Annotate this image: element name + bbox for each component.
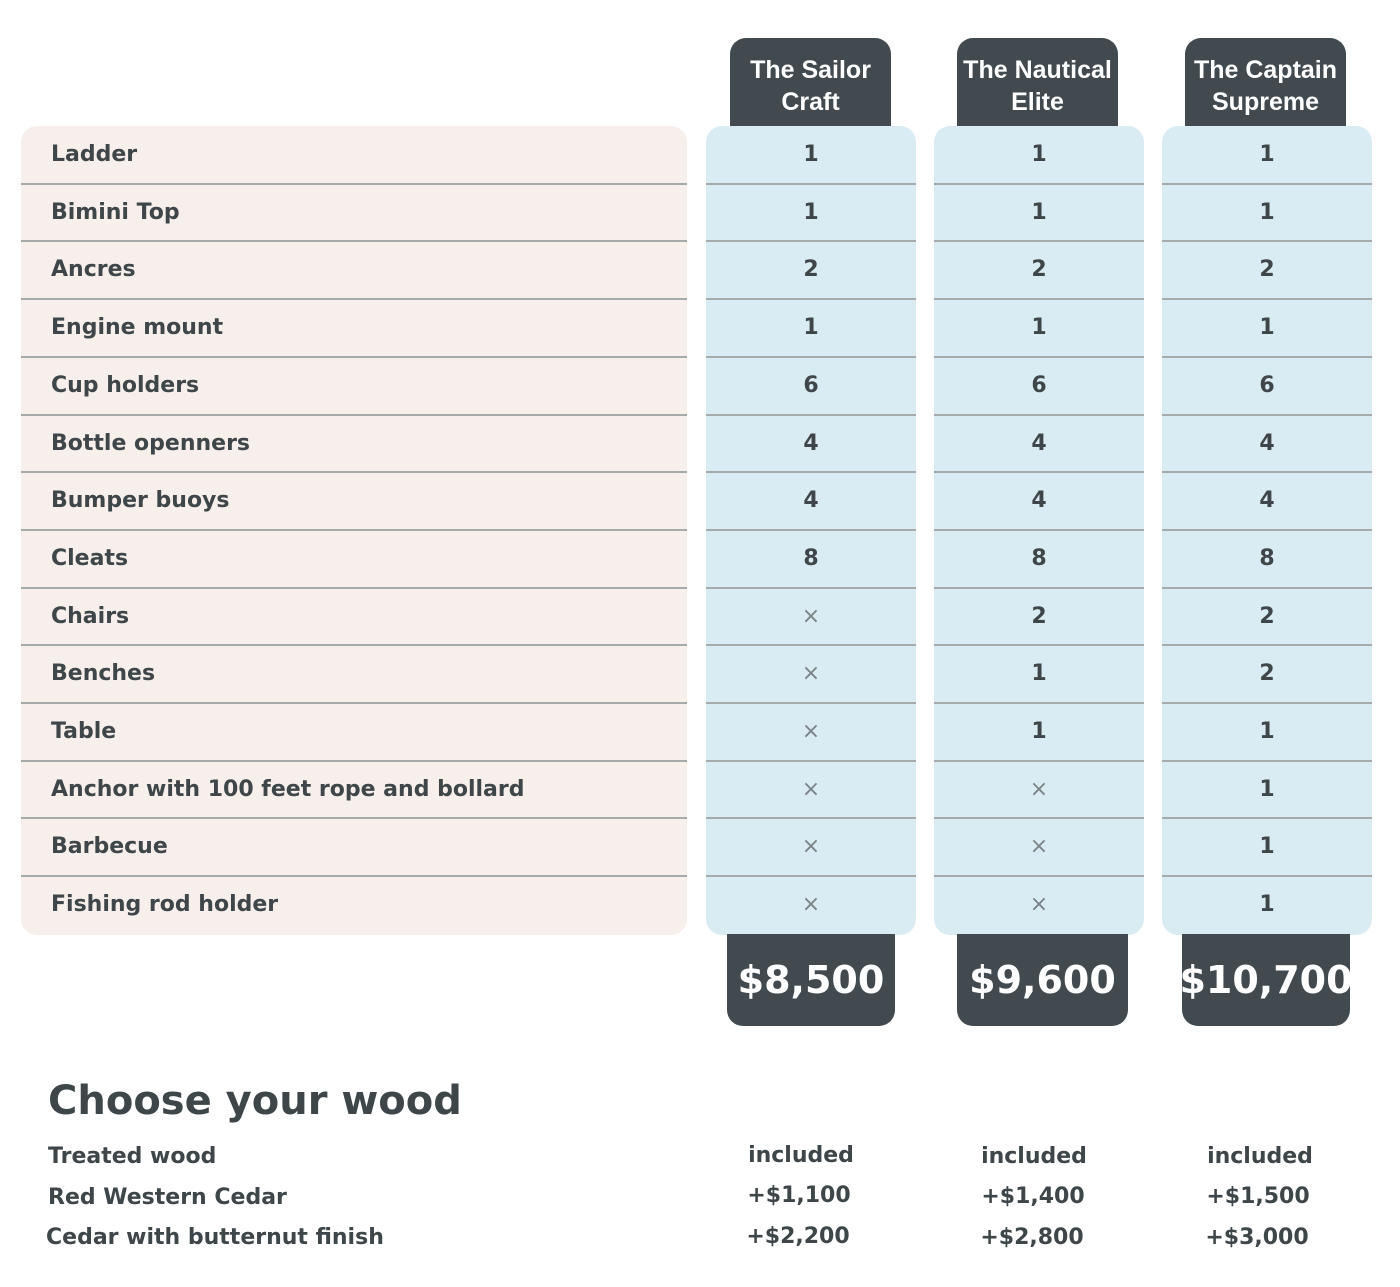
feature-quantity: 8 [803, 545, 819, 571]
row-divider [1162, 702, 1372, 704]
row-divider [706, 240, 916, 242]
feature-label: Chairs [51, 603, 130, 629]
row-divider [934, 471, 1144, 473]
plan-name-line2: Supreme [1212, 88, 1319, 116]
plan-name-line1: The Sailor [750, 56, 871, 84]
row-divider [21, 875, 687, 877]
feature-label: Bottle openners [51, 430, 251, 456]
feature-quantity: 4 [1259, 488, 1275, 514]
feature-list [21, 126, 687, 935]
wood-price: +$2,200 [746, 1224, 850, 1249]
feature-quantity: 2 [1259, 257, 1275, 283]
wood-price: +$2,800 [980, 1225, 1084, 1250]
row-divider [21, 644, 687, 646]
row-divider [706, 529, 916, 531]
feature-label: Table [51, 719, 117, 744]
wood-section-title: Choose your wood [48, 1078, 462, 1124]
plan-column-nautical-elite [934, 126, 1144, 935]
wood-price: +$1,400 [981, 1184, 1085, 1209]
wood-price: included [981, 1144, 1087, 1169]
feature-quantity: 8 [1031, 545, 1047, 571]
not-included-mark: × [801, 719, 821, 744]
row-divider [934, 702, 1144, 704]
feature-quantity: 1 [803, 199, 819, 225]
row-divider [21, 817, 687, 819]
row-divider [706, 587, 916, 589]
feature-quantity: 6 [803, 372, 819, 398]
row-divider [21, 760, 687, 762]
wood-price: included [1207, 1144, 1313, 1169]
feature-label: Benches [51, 661, 156, 687]
feature-quantity: 1 [803, 315, 819, 341]
feature-quantity: 2 [1031, 257, 1047, 283]
row-divider [934, 356, 1144, 358]
feature-quantity: 6 [1031, 372, 1047, 398]
row-divider [1162, 875, 1372, 877]
row-divider [21, 183, 687, 185]
feature-quantity: 1 [1031, 719, 1047, 744]
feature-label: Engine mount [51, 315, 224, 341]
row-divider [706, 356, 916, 358]
row-divider [706, 644, 916, 646]
row-divider [21, 414, 687, 416]
row-divider [1162, 183, 1372, 185]
wood-option-label: Red Western Cedar [48, 1185, 287, 1210]
feature-quantity: 4 [1259, 430, 1275, 456]
row-divider [706, 298, 916, 300]
plan-name-line2: Craft [781, 88, 840, 116]
row-divider [934, 817, 1144, 819]
row-divider [1162, 298, 1372, 300]
feature-quantity: 4 [1031, 488, 1047, 514]
feature-label: Ancres [51, 257, 136, 283]
plan-name-line1: The Nautical [963, 56, 1112, 84]
feature-label: Anchor with 100 feet rope and bollard [51, 776, 525, 802]
feature-quantity: 8 [1259, 545, 1275, 571]
wood-option-label: Cedar with butternut finish [46, 1225, 384, 1250]
row-divider [934, 414, 1144, 416]
row-divider [934, 875, 1144, 877]
not-included-mark: × [801, 661, 821, 687]
feature-quantity: 2 [1259, 661, 1275, 687]
feature-quantity: 1 [1031, 142, 1047, 167]
plan-column-sailor-craft [706, 126, 916, 935]
row-divider [706, 183, 916, 185]
not-included-mark: × [1029, 834, 1049, 860]
feature-quantity: 1 [1259, 315, 1275, 341]
feature-quantity: 1 [1259, 892, 1275, 918]
plan-header-nautical-elite [957, 38, 1118, 128]
feature-quantity: 2 [1259, 603, 1275, 629]
wood-price: included [748, 1143, 854, 1168]
row-divider [21, 587, 687, 589]
not-included-mark: × [801, 603, 821, 629]
row-divider [1162, 644, 1372, 646]
feature-quantity: 4 [1031, 430, 1047, 456]
feature-quantity: 6 [1259, 372, 1275, 398]
row-divider [21, 702, 687, 704]
feature-quantity: 1 [803, 142, 819, 167]
feature-label: Cleats [51, 545, 129, 571]
row-divider [1162, 356, 1372, 358]
price-sailor-craft: $8,500 [727, 934, 895, 1026]
row-divider [21, 298, 687, 300]
row-divider [706, 414, 916, 416]
not-included-mark: × [1029, 892, 1049, 918]
plan-name-line1: The Captain [1193, 56, 1338, 84]
row-divider [934, 644, 1144, 646]
row-divider [934, 587, 1144, 589]
row-divider [1162, 760, 1372, 762]
row-divider [21, 471, 687, 473]
plan-name-line2: Elite [1011, 88, 1064, 116]
wood-price: +$1,100 [747, 1183, 851, 1208]
feature-quantity: 2 [1031, 603, 1047, 629]
feature-quantity: 4 [803, 430, 819, 456]
feature-label: Cup holders [51, 372, 200, 398]
price-captain-supreme: $10,700 [1182, 934, 1350, 1026]
feature-quantity: 1 [1259, 142, 1275, 167]
row-divider [21, 240, 687, 242]
row-divider [1162, 587, 1372, 589]
row-divider [934, 760, 1144, 762]
row-divider [934, 183, 1144, 185]
feature-quantity: 1 [1259, 776, 1275, 802]
feature-quantity: 2 [803, 257, 819, 283]
wood-price: +$3,000 [1205, 1225, 1309, 1250]
row-divider [706, 471, 916, 473]
row-divider [1162, 817, 1372, 819]
not-included-mark: × [801, 834, 821, 860]
feature-quantity: 1 [1031, 315, 1047, 341]
plan-header-captain-supreme [1185, 38, 1346, 128]
row-divider [706, 760, 916, 762]
feature-quantity: 1 [1259, 834, 1275, 860]
row-divider [706, 702, 916, 704]
wood-price: +$1,500 [1206, 1184, 1310, 1209]
feature-label: Bimini Top [51, 199, 180, 225]
row-divider [21, 356, 687, 358]
feature-quantity: 1 [1031, 661, 1047, 687]
row-divider [706, 817, 916, 819]
feature-label: Fishing rod holder [51, 892, 279, 918]
row-divider [934, 298, 1144, 300]
row-divider [1162, 471, 1372, 473]
feature-label: Bumper buoys [51, 488, 230, 514]
price-nautical-elite: $9,600 [957, 934, 1128, 1026]
feature-label: Ladder [51, 142, 138, 167]
feature-quantity: 4 [803, 488, 819, 514]
not-included-mark: × [801, 776, 821, 802]
feature-quantity: 1 [1031, 199, 1047, 225]
feature-quantity: 1 [1259, 719, 1275, 744]
not-included-mark: × [1029, 776, 1049, 802]
plan-header-sailor-craft [730, 38, 891, 128]
wood-option-label: Treated wood [48, 1144, 217, 1169]
row-divider [21, 529, 687, 531]
not-included-mark: × [801, 892, 821, 918]
row-divider [934, 240, 1144, 242]
feature-label: Barbecue [51, 834, 168, 860]
feature-quantity: 1 [1259, 199, 1275, 225]
plan-column-captain-supreme [1162, 126, 1372, 935]
row-divider [1162, 414, 1372, 416]
row-divider [1162, 529, 1372, 531]
row-divider [934, 529, 1144, 531]
row-divider [1162, 240, 1372, 242]
row-divider [706, 875, 916, 877]
